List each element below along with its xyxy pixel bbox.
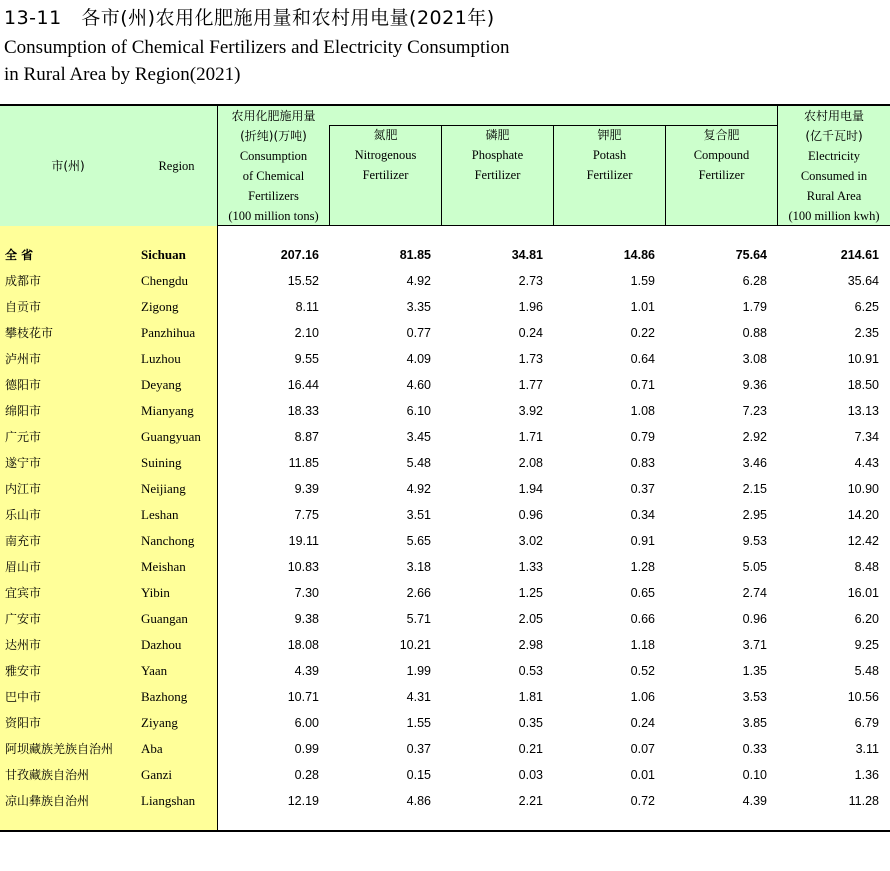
fertilizer-total-value: 11.85: [288, 456, 319, 470]
table-row: [0, 632, 890, 658]
divider-compound: [777, 105, 778, 226]
fertilizer-total-value: 8.11: [295, 300, 319, 314]
table-row: [0, 294, 890, 320]
compound-value: 0.88: [742, 326, 767, 340]
compound-value: 5.05: [742, 560, 767, 574]
nitrogen-value: 4.92: [406, 274, 431, 288]
fertilizer-total-value: 2.10: [294, 326, 319, 340]
divider-phosphate: [553, 125, 554, 226]
electricity-value: 5.48: [854, 664, 879, 678]
potash-value: 0.22: [630, 326, 655, 340]
fertilizer-total-value: 10.71: [287, 690, 319, 704]
phosphate-value: 2.08: [518, 456, 543, 470]
nitrogen-value: 3.18: [406, 560, 431, 574]
fertilizer-total-value: 9.55: [294, 352, 319, 366]
phosphate-value: 1.96: [518, 300, 543, 314]
region-name-zh: 甘孜藏族自治州: [5, 768, 90, 782]
table-row: [0, 502, 890, 528]
potash-value: 0.83: [630, 456, 655, 470]
table-row: [0, 580, 890, 606]
compound-value: 2.15: [742, 482, 767, 496]
phosphate-value: 0.21: [518, 742, 543, 756]
phosphate-value: 3.92: [518, 404, 543, 418]
fertilizer-total-value: 19.11: [288, 534, 319, 548]
electricity-value: 10.91: [847, 352, 879, 366]
compound-value: 0.33: [742, 742, 767, 756]
table-row: [0, 372, 890, 398]
compound-value: 3.85: [742, 716, 767, 730]
fertilizer-total-value: 18.08: [287, 638, 319, 652]
potash-value: 0.07: [630, 742, 655, 756]
compound-value: 3.71: [742, 638, 767, 652]
potash-value: 0.64: [630, 352, 655, 366]
table-row: [0, 320, 890, 346]
phosphate-value: 0.96: [518, 508, 543, 522]
region-name-zh: 绵阳市: [5, 404, 42, 418]
region-name-zh: 雅安市: [5, 664, 42, 678]
table-title-zh: 13-11 各市(州)农用化肥施用量和农村用电量(2021年): [4, 7, 495, 29]
nitrogen-value: 3.51: [406, 508, 431, 522]
phosphate-value: 0.35: [518, 716, 543, 730]
nitrogen-value: 4.31: [406, 690, 431, 704]
potash-value: 0.24: [630, 716, 655, 730]
potash-value: 14.86: [623, 248, 655, 262]
region-name-zh: 广安市: [5, 612, 42, 626]
nitrogen-value: 1.55: [406, 716, 431, 730]
nitrogen-value: 5.48: [406, 456, 431, 470]
electricity-value: 12.42: [847, 534, 879, 548]
potash-value: 0.72: [630, 794, 655, 808]
fertilizer-total-value: 207.16: [280, 248, 319, 262]
potash-value: 0.52: [630, 664, 655, 678]
compound-value: 3.46: [742, 456, 767, 470]
phosphate-value: 34.81: [511, 248, 543, 262]
potash-value: 1.01: [630, 300, 655, 314]
potash-value: 0.71: [630, 378, 655, 392]
table-title-en-line1: Consumption of Chemical Fertilizers and Electricity Consumption: [4, 37, 510, 58]
table-row: [0, 268, 890, 294]
compound-value: 3.53: [742, 690, 767, 704]
potash-value: 1.06: [630, 690, 655, 704]
header-region: Region: [158, 158, 195, 173]
phosphate-value: 0.53: [518, 664, 543, 678]
compound-value: 4.39: [742, 794, 767, 808]
region-name-en: Guangyuan: [141, 429, 201, 444]
table-row: [0, 450, 890, 476]
nitrogen-value: 2.66: [406, 586, 431, 600]
table-row: [0, 762, 890, 788]
compound-value: 2.95: [742, 508, 767, 522]
divider-potash: [665, 125, 666, 226]
region-name-zh: 成都市: [5, 274, 42, 288]
compound-value: 0.96: [742, 612, 767, 626]
nitrogen-value: 10.21: [399, 638, 431, 652]
compound-value: 6.28: [742, 274, 767, 288]
electricity-value: 11.28: [848, 794, 879, 808]
compound-value: 7.23: [742, 404, 767, 418]
top-rule: [0, 104, 890, 106]
table-row: [0, 658, 890, 684]
table-row: [0, 476, 890, 502]
compound-value: 2.74: [742, 586, 767, 600]
potash-value: 0.65: [630, 586, 655, 600]
fertilizer-total-value: 6.00: [294, 716, 319, 730]
phosphate-value: 0.03: [518, 768, 543, 782]
region-name-en: Yibin: [141, 585, 170, 600]
region-name-en: Sichuan: [141, 247, 186, 262]
region-name-en: Liangshan: [141, 793, 196, 808]
region-name-zh: 全 省: [5, 248, 34, 262]
phosphate-value: 1.71: [518, 430, 543, 444]
potash-value: 0.34: [630, 508, 655, 522]
table-row: [0, 398, 890, 424]
region-name-zh: 资阳市: [5, 716, 42, 730]
region-name-en: Zigong: [141, 299, 179, 314]
table-title-en-line2: in Rural Area by Region(2021): [4, 64, 241, 85]
fertilizer-total-value: 0.99: [294, 742, 319, 756]
region-name-zh: 泸州市: [5, 352, 42, 366]
header-fertilizer-total: 农用化肥施用量 (折纯)(万吨) Consumption of Chemical Fertilizers (100 million tons): [228, 108, 319, 223]
fertilizer-total-value: 18.33: [287, 404, 319, 418]
nitrogen-value: 81.85: [399, 248, 431, 262]
phosphate-value: 1.81: [518, 690, 543, 704]
electricity-value: 6.20: [854, 612, 879, 626]
compound-value: 2.92: [742, 430, 767, 444]
potash-value: 1.18: [630, 638, 655, 652]
fertilizer-total-value: 16.44: [287, 378, 319, 392]
region-name-zh: 凉山彝族自治州: [5, 794, 90, 808]
nitrogen-value: 3.35: [406, 300, 431, 314]
region-name-zh: 南充市: [5, 534, 42, 548]
table-row-total: [0, 242, 890, 268]
electricity-value: 2.35: [854, 326, 879, 340]
electricity-value: 9.25: [854, 638, 879, 652]
table-row: [0, 788, 890, 814]
region-name-en: Aba: [141, 741, 163, 756]
region-name-zh: 宜宾市: [5, 586, 42, 600]
region-name-zh: 巴中市: [5, 690, 42, 704]
region-name-zh: 乐山市: [5, 508, 42, 522]
table-row: [0, 424, 890, 450]
region-name-en: Leshan: [141, 507, 179, 522]
region-name-zh: 内江市: [5, 482, 42, 496]
table-row: [0, 684, 890, 710]
fertilizer-total-value: 7.30: [294, 586, 319, 600]
region-name-en: Chengdu: [141, 273, 188, 288]
bottom-rule: [0, 830, 890, 832]
nitrogen-value: 4.86: [406, 794, 431, 808]
compound-value: 9.53: [742, 534, 767, 548]
potash-value: 0.01: [630, 768, 655, 782]
compound-value: 3.08: [742, 352, 767, 366]
region-name-en: Bazhong: [141, 689, 188, 704]
region-name-en: Meishan: [141, 559, 186, 574]
table-header: [0, 105, 890, 226]
fertilizer-total-value: 4.39: [294, 664, 319, 678]
region-name-en: Suining: [141, 455, 182, 470]
table-row: [0, 346, 890, 372]
potash-value: 1.08: [630, 404, 655, 418]
potash-value: 0.79: [630, 430, 655, 444]
divider-fert-total: [329, 125, 330, 226]
electricity-value: 4.43: [854, 456, 879, 470]
region-name-en: Neijiang: [141, 481, 186, 496]
fertilizer-total-value: 9.38: [294, 612, 319, 626]
electricity-value: 35.64: [847, 274, 879, 288]
region-name-en: Ziyang: [141, 715, 178, 730]
phosphate-value: 2.98: [518, 638, 543, 652]
region-name-zh: 自贡市: [5, 300, 42, 314]
table-row: [0, 736, 890, 762]
nitrogen-value: 5.71: [406, 612, 431, 626]
region-name-en: Panzhihua: [141, 325, 196, 340]
electricity-value: 6.25: [854, 300, 879, 314]
phosphate-value: 1.25: [518, 586, 543, 600]
region-name-en: Guangan: [141, 611, 188, 626]
divider-nitrogen: [441, 125, 442, 226]
header-potash: 钾肥 Potash Fertilizer: [586, 128, 633, 182]
nitrogen-value: 1.99: [406, 664, 431, 678]
electricity-value: 8.48: [854, 560, 879, 574]
nitrogen-value: 0.15: [406, 768, 431, 782]
header-electricity: 农村用电量 (亿千瓦时) Electricity Consumed in Rural Area (100 million kwh): [788, 108, 880, 223]
nitrogen-value: 4.92: [406, 482, 431, 496]
compound-value: 75.64: [735, 248, 767, 262]
compound-value: 1.35: [742, 664, 767, 678]
nitrogen-value: 5.65: [406, 534, 431, 548]
nitrogen-value: 3.45: [406, 430, 431, 444]
potash-value: 0.66: [630, 612, 655, 626]
region-name-zh: 遂宁市: [5, 456, 42, 470]
region-name-en: Yaan: [141, 663, 168, 678]
phosphate-value: 2.21: [518, 794, 543, 808]
fertilizer-total-value: 12.19: [287, 794, 319, 808]
compound-value: 0.10: [742, 768, 767, 782]
fertilizer-total-value: 10.83: [287, 560, 319, 574]
table-row: [0, 528, 890, 554]
compound-value: 9.36: [742, 378, 767, 392]
region-name-zh: 德阳市: [5, 378, 42, 392]
region-name-zh: 眉山市: [5, 560, 42, 574]
nitrogen-value: 0.77: [406, 326, 431, 340]
region-name-en: Deyang: [141, 377, 182, 392]
potash-value: 1.28: [630, 560, 655, 574]
nitrogen-value: 4.09: [406, 352, 431, 366]
electricity-value: 14.20: [847, 508, 879, 522]
header-city: 市(州): [51, 158, 85, 173]
header-compound: 复合肥 Compound Fertilizer: [693, 128, 750, 182]
potash-value: 0.37: [630, 482, 655, 496]
region-name-zh: 广元市: [5, 430, 42, 444]
fertilizer-total-value: 0.28: [294, 768, 319, 782]
electricity-value: 16.01: [847, 586, 879, 600]
potash-value: 1.59: [630, 274, 655, 288]
table-row: [0, 554, 890, 580]
phosphate-value: 0.24: [518, 326, 543, 340]
compound-value: 1.79: [742, 300, 767, 314]
region-name-en: Dazhou: [141, 637, 182, 652]
region-name-en: Ganzi: [141, 767, 173, 782]
table-row: [0, 606, 890, 632]
header-nitrogen: 氮肥 Nitrogenous Fertilizer: [354, 128, 417, 182]
fertilizer-total-value: 8.87: [294, 430, 319, 444]
fertilizer-total-value: 7.75: [294, 508, 319, 522]
electricity-value: 10.56: [847, 690, 879, 704]
electricity-value: 10.90: [847, 482, 879, 496]
phosphate-value: 1.94: [518, 482, 543, 496]
electricity-value: 18.50: [847, 378, 879, 392]
region-name-zh: 攀枝花市: [5, 326, 54, 340]
header-phosphate: 磷肥 Phosphate Fertilizer: [471, 128, 524, 182]
electricity-value: 214.61: [840, 248, 879, 262]
nitrogen-value: 0.37: [406, 742, 431, 756]
electricity-value: 3.11: [855, 742, 879, 756]
phosphate-value: 1.73: [518, 352, 543, 366]
phosphate-value: 3.02: [518, 534, 543, 548]
region-name-zh: 阿坝藏族羌族自治州: [5, 742, 114, 756]
nitrogen-value: 4.60: [406, 378, 431, 392]
phosphate-value: 1.77: [518, 378, 543, 392]
region-name-zh: 达州市: [5, 638, 42, 652]
region-name-en: Nanchong: [141, 533, 195, 548]
fertilizer-total-value: 9.39: [294, 482, 319, 496]
electricity-value: 7.34: [854, 430, 879, 444]
fertilizer-total-value: 15.52: [287, 274, 319, 288]
region-name-en: Mianyang: [141, 403, 194, 418]
phosphate-value: 1.33: [518, 560, 543, 574]
table-row: [0, 710, 890, 736]
region-name-en: Luzhou: [141, 351, 181, 366]
potash-value: 0.91: [630, 534, 655, 548]
electricity-value: 13.13: [847, 404, 879, 418]
electricity-value: 6.79: [854, 716, 879, 730]
phosphate-value: 2.73: [518, 274, 543, 288]
nitrogen-value: 6.10: [406, 404, 431, 418]
electricity-value: 1.36: [854, 768, 879, 782]
phosphate-value: 2.05: [518, 612, 543, 626]
